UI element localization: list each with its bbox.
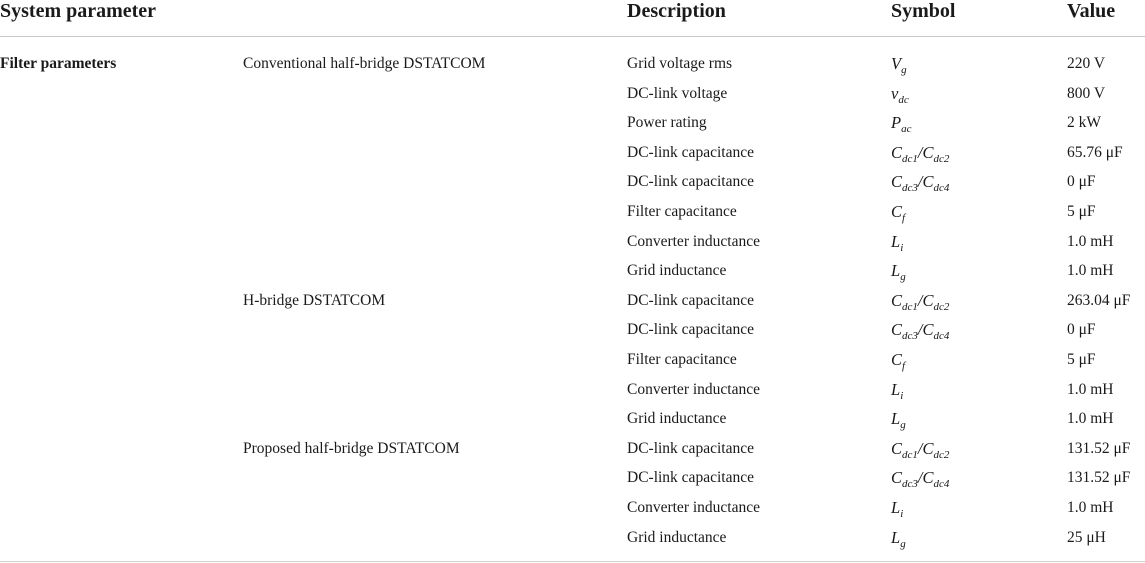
row-value: 131.52 μF bbox=[1067, 469, 1131, 486]
row-symbol: $L_g$ bbox=[891, 261, 906, 283]
header-system-parameter: System parameter bbox=[0, 0, 157, 22]
row-value: 65.76 μF bbox=[1067, 144, 1123, 161]
row-value: 131.52 μF bbox=[1067, 440, 1131, 457]
row-symbol: $L_i$ bbox=[891, 380, 904, 402]
row-description: Converter inductance bbox=[627, 381, 760, 398]
row-value: 0 μF bbox=[1067, 321, 1096, 338]
table-header bbox=[0, 0, 1145, 37]
row-description: DC-link capacitance bbox=[627, 469, 754, 486]
row-symbol: $C_{dc1}/C_{dc2}$ bbox=[891, 143, 950, 165]
row-value: 25 μH bbox=[1067, 529, 1106, 546]
row-value: 5 μF bbox=[1067, 351, 1096, 368]
row-symbol: $L_g$ bbox=[891, 528, 906, 550]
table-bottom-rule bbox=[0, 561, 1145, 562]
row-description: Grid inductance bbox=[627, 529, 727, 546]
row-symbol: $L_i$ bbox=[891, 232, 904, 254]
row-symbol: $C_{dc1}/C_{dc2}$ bbox=[891, 439, 950, 461]
row-symbol: $C_f$ bbox=[891, 350, 906, 372]
row-description: DC-link capacitance bbox=[627, 440, 754, 457]
row-symbol: $C_{dc3}/C_{dc4}$ bbox=[891, 172, 950, 194]
header-symbol: Symbol bbox=[891, 0, 956, 22]
row-description: DC-link capacitance bbox=[627, 173, 754, 190]
row-description: Converter inductance bbox=[627, 233, 760, 250]
row-symbol: $C_{dc1}/C_{dc2}$ bbox=[891, 291, 950, 313]
row-description: DC-link capacitance bbox=[627, 321, 754, 338]
row-symbol: $V_g$ bbox=[891, 54, 907, 76]
row-value: 1.0 mH bbox=[1067, 499, 1114, 516]
header-description: Description bbox=[627, 0, 726, 22]
row-value: 1.0 mH bbox=[1067, 262, 1114, 279]
header-value: Value bbox=[1067, 0, 1116, 22]
row-description: DC-link voltage bbox=[627, 85, 728, 102]
row-description: Grid inductance bbox=[627, 410, 727, 427]
row-value: 2 kW bbox=[1067, 114, 1102, 131]
row-value: 263.04 μF bbox=[1067, 292, 1131, 309]
row-value: 5 μF bbox=[1067, 203, 1096, 220]
row-description: Filter capacitance bbox=[627, 351, 737, 368]
category-label: Filter parameters bbox=[0, 55, 117, 72]
group-label: Proposed half-bridge DSTATCOM bbox=[243, 440, 460, 457]
row-symbol: $C_f$ bbox=[891, 202, 906, 224]
row-description: Grid voltage rms bbox=[627, 55, 733, 72]
row-value: 220 V bbox=[1067, 55, 1106, 72]
row-value: 1.0 mH bbox=[1067, 381, 1114, 398]
row-value: 1.0 mH bbox=[1067, 233, 1114, 250]
row-symbol: $C_{dc3}/C_{dc4}$ bbox=[891, 320, 950, 342]
row-description: DC-link capacitance bbox=[627, 144, 754, 161]
row-symbol: $P_{ac}$ bbox=[891, 113, 912, 135]
row-symbol: $L_g$ bbox=[891, 409, 906, 431]
row-value: 800 V bbox=[1067, 85, 1106, 102]
row-description: Filter capacitance bbox=[627, 203, 737, 220]
row-description: Grid inductance bbox=[627, 262, 727, 279]
row-description: Converter inductance bbox=[627, 499, 760, 516]
row-description: DC-link capacitance bbox=[627, 292, 754, 309]
group-label: Conventional half-bridge DSTATCOM bbox=[243, 55, 486, 72]
group-label: H-bridge DSTATCOM bbox=[243, 292, 386, 309]
row-symbol: $C_{dc3}/C_{dc4}$ bbox=[891, 468, 950, 490]
row-description: Power rating bbox=[627, 114, 707, 131]
row-value: 1.0 mH bbox=[1067, 410, 1114, 427]
row-symbol: $v_{dc}$ bbox=[891, 84, 909, 106]
row-symbol: $L_i$ bbox=[891, 498, 904, 520]
row-value: 0 μF bbox=[1067, 173, 1096, 190]
